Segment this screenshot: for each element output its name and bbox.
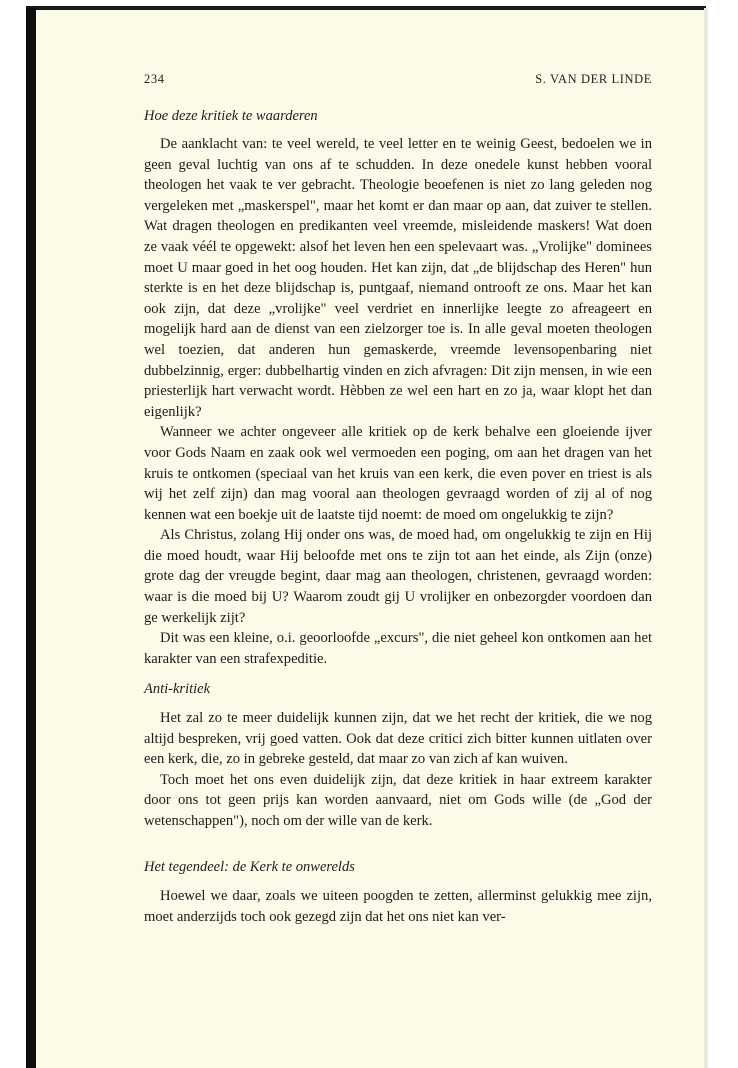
scan-edge-right [704, 8, 708, 1068]
running-head: S. VAN DER LINDE [535, 72, 652, 86]
paragraph: Wanneer we achter ongeveer alle kritiek op de kerk behalve een gloeiende ijver voor Gods Naam en zaak ook wel vermoeden een poging, om aan het dragen van het kruis te ontkomen (speciaal van het kruis van een kerk, die even pover en triest is als wij het zelf zijn) dan mag vooral aan theologen gevraagd worden of zij al of nog kennen wat een boekje uit de laatste tijd noemt: de moed om ongelukkig te zijn? [144, 424, 652, 523]
paragraph: Als Christus, zolang Hij onder ons was, de moed had, om ongelukkig te zijn en Hij die moed houdt, waar Hij beloofde met ons te zijn tot aan het einde, als Zijn (onze) grote dag der vreugde begint, daar mag aan theologen, christenen, gevraagd worden: waar is die moed bij U? Waarom zoudt gij U vrolijker en onbezorgder voordoen dan ge werkelijk zijt? [144, 527, 652, 626]
section-heading: Het tegendeel: de Kerk te onwerelds [144, 859, 355, 875]
section-body [144, 886, 652, 927]
paragraph: Hoewel we daar, zoals we uiteen poogden te zetten, allerminst gelukkig mee zijn, moet anderzijds toch ook gezegd zijn dat het ons niet kan ver- [144, 888, 652, 925]
scan-edge-left [26, 8, 36, 1068]
section-heading: Hoe deze kritiek te waarderen [144, 108, 318, 124]
paragraph: Toch moet het ons even duidelijk zijn, dat deze kritiek in haar extreem karakter door ons tot geen prijs kan worden aanvaard, niet om Gods wille (de „God der wetenschappen"), noch om der wille van de kerk. [144, 771, 652, 829]
section-heading: Anti-kritiek [144, 681, 211, 697]
section-body [144, 708, 652, 832]
scan-edge-top [26, 6, 706, 10]
paragraph: De aanklacht van: te veel wereld, te veel letter en te weinig Geest, bedoelen we in geen geval luchtig van ons af te schudden. In deze onedele kunst hebben vooral theologen het vaak te ver gebracht. Theologie beoefenen is niet zo lang geleden nog vergeleken met „maskerspel", maar het komt er dan maar op aan, dat zuiver te stellen. Wat dragen theologen en predikanten veel vreemde, misleidende maskers! Wat doen ze vaak véél te opgewekt: alsof het leven hen een spelevaart was. „Vrolijke" dominees moet U maar goed in het oog houden. Het kan zijn, dat „de blijdschap des Heren" hun sterkte is en het deze blijdschap is, puntgaaf, niemand ontrooft ze ons. Maar het kan ook zijn, dat deze „vrolijke" veel verdriet en innerlijke leegte zo afreageert en mogelijk hard aan de dienst van een zielzorger toe is. In alle geval moeten theologen wel toezien, dat anderen hun gemaskerde, vreemde levensopenbaring niet dubbelzinnig, erger: dubbelhartig vinden en zich afvragen: Dit zijn mensen, in wie een priesterlijk hart verwacht wordt. Hèbben ze wel een hart en zo ja, waar klopt het dan eigenlijk? [144, 136, 652, 420]
paragraph: Dit was een kleine, o.i. geoorloofde „excurs", die niet geheel kon ontkomen aan het karakter van een strafexpeditie. [144, 630, 652, 667]
paragraph: Het zal zo te meer duidelijk kunnen zijn, dat we het recht der kritiek, die we nog altijd bespreken, vrij goed vatten. Ook dat deze critici zich bitter kunnen uitlaten over een kerk, die, zo in gebreke gesteld, dat maar zo van zich af kan wuiven. [144, 710, 652, 768]
section-body [144, 134, 652, 669]
page-number: 234 [144, 72, 165, 86]
